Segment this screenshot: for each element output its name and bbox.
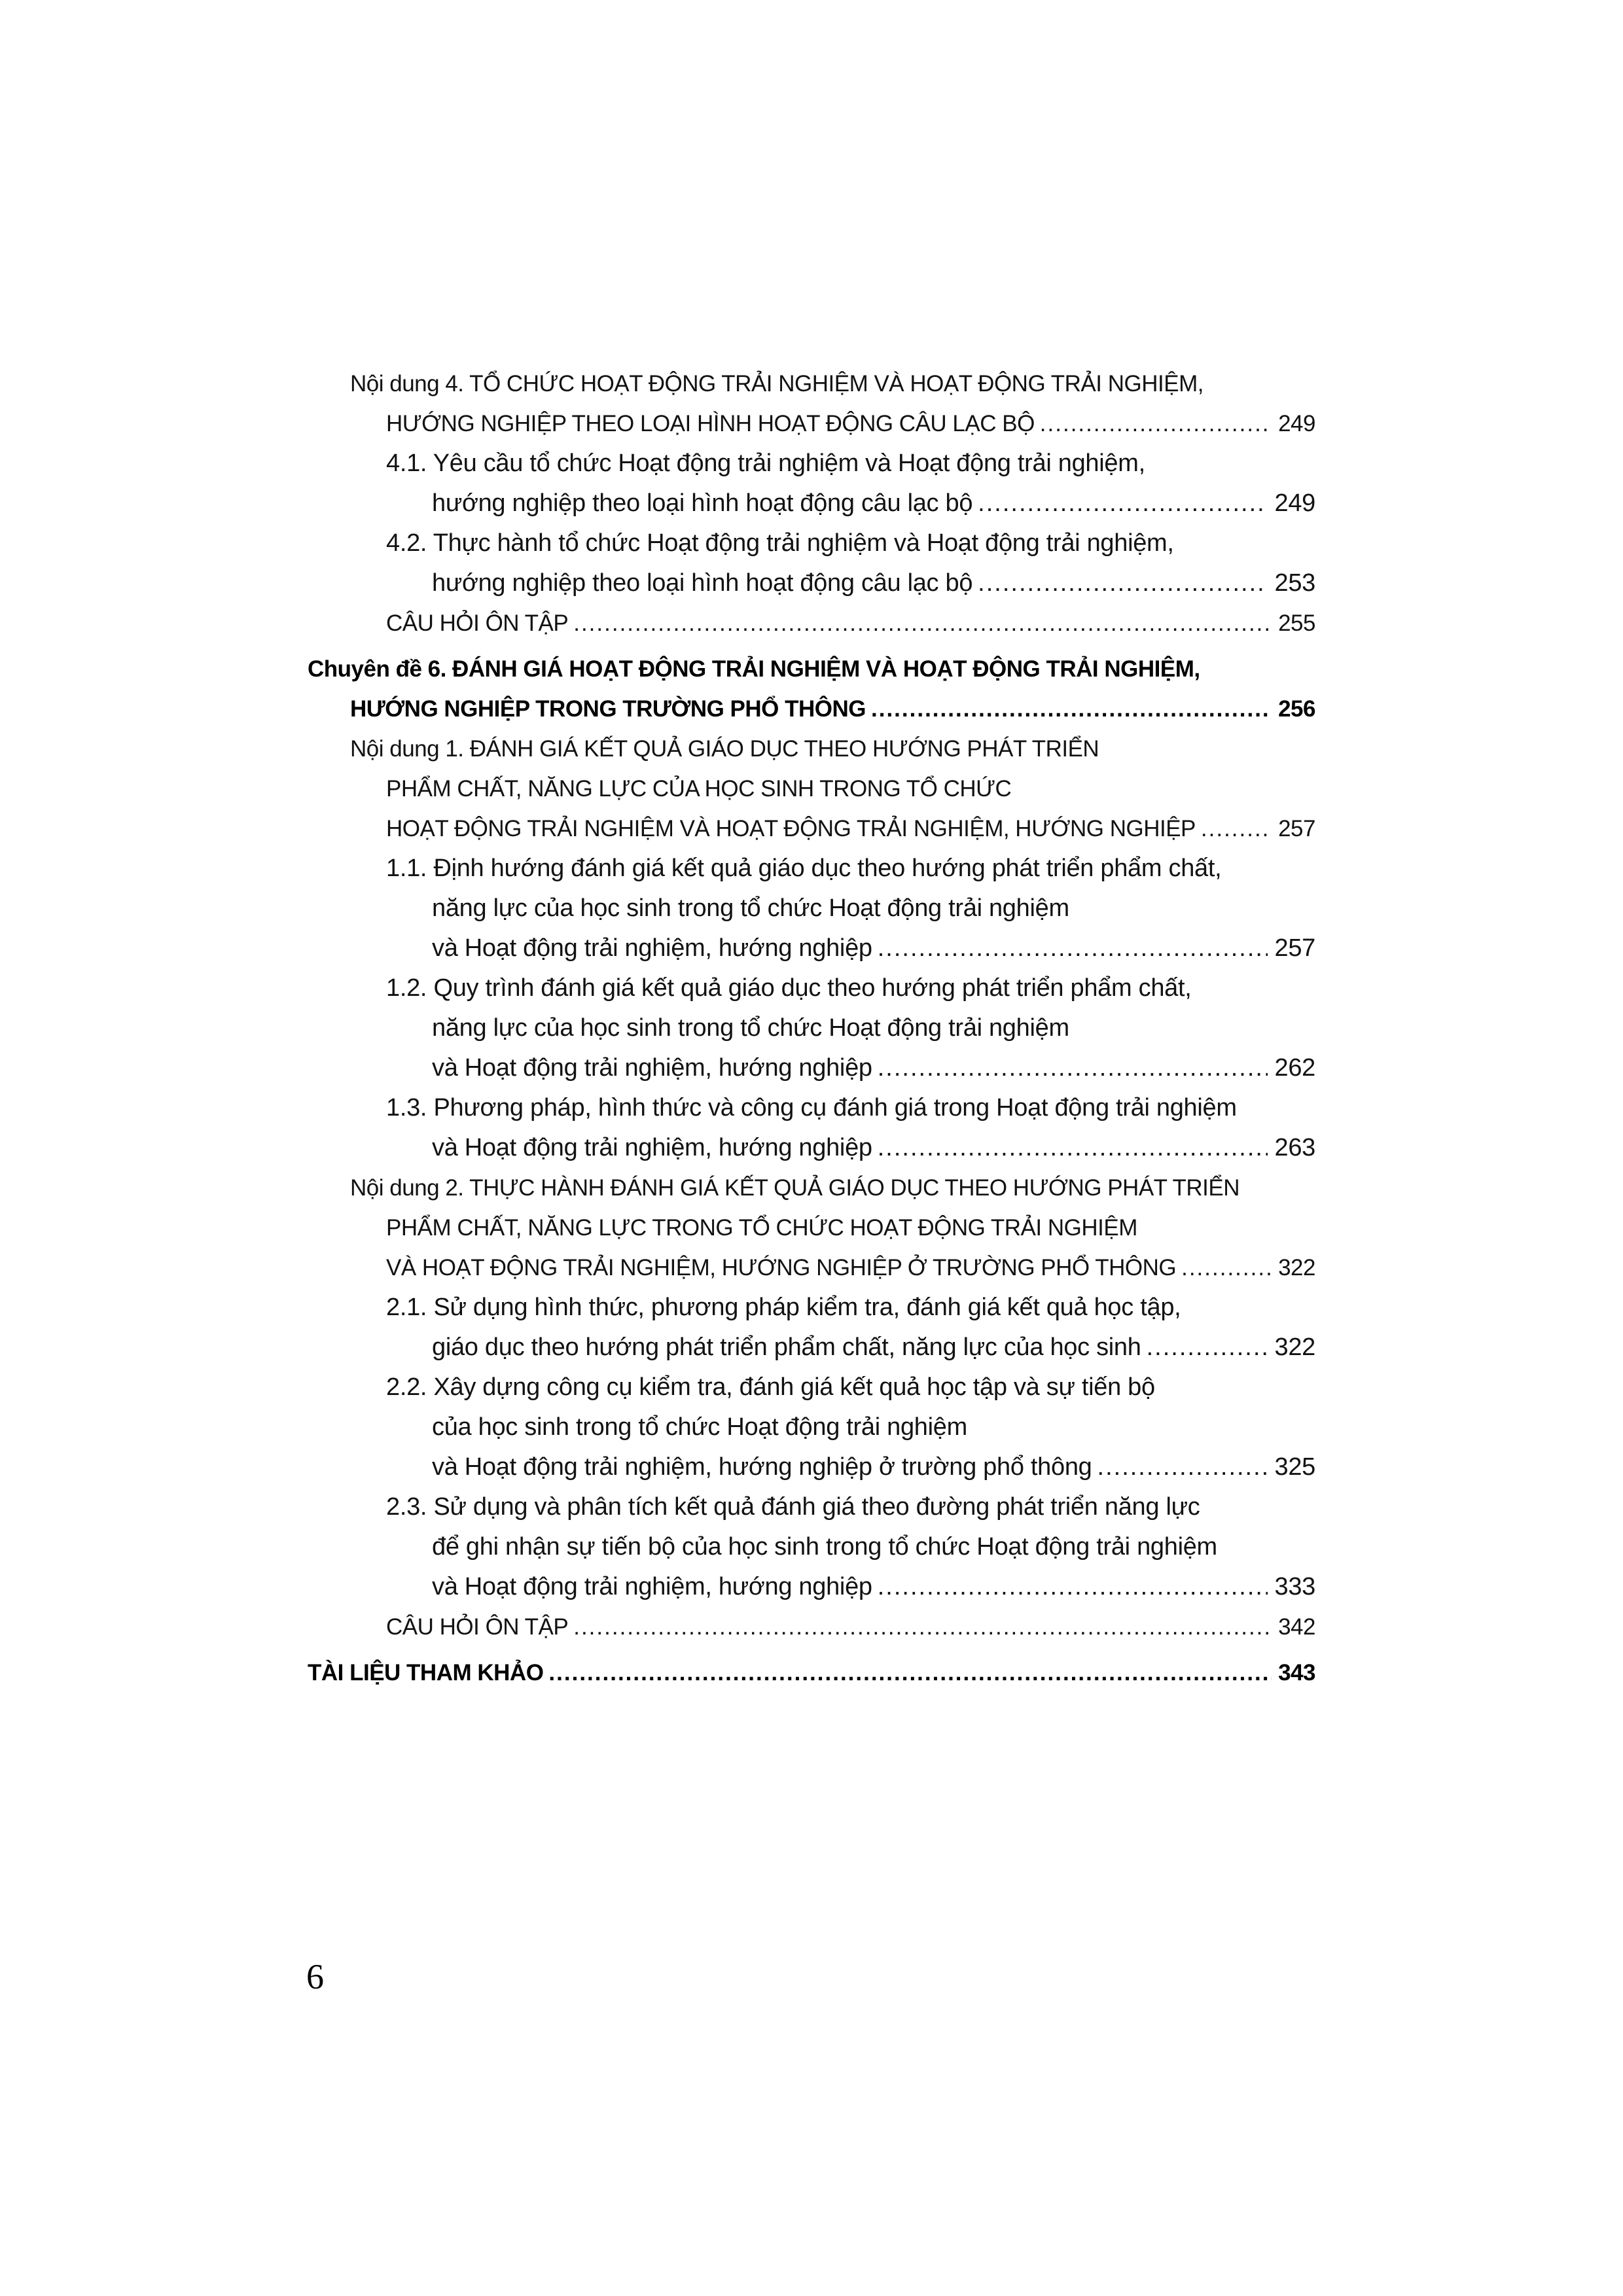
toc-entry-text: HOẠT ĐỘNG TRẢI NGHIỆM VÀ HOẠT ĐỘNG TRẢI NGHIỆM, HƯỚNG NGHIỆP bbox=[386, 816, 1196, 841]
page-ref: 333 bbox=[1274, 1573, 1315, 1600]
dot-leader bbox=[1147, 1328, 1268, 1368]
page-ref: 249 bbox=[1274, 489, 1315, 517]
toc-entry-text: PHẨM CHẤT, NĂNG LỰC CỦA HỌC SINH TRONG TỔ CHỨC bbox=[386, 776, 1012, 802]
toc-entry-text: 4.1. Yêu cầu tổ chức Hoạt động trải nghiệm và Hoạt động trải nghiệm, bbox=[386, 450, 1145, 477]
page-ref: 249 bbox=[1278, 411, 1315, 436]
toc-entry-text: và Hoạt động trải nghiệm, hướng nghiệp bbox=[432, 1054, 872, 1082]
toc-entry-text: VÀ HOẠT ĐỘNG TRẢI NGHIỆM, HƯỚNG NGHIỆP Ở TRƯỜNG PHỔ THÔNG bbox=[386, 1255, 1177, 1280]
toc-entry-text: Chuyên đề 6. ĐÁNH GIÁ HOẠT ĐỘNG TRẢI NGHIỆM VÀ HOẠT ĐỘNG TRẢI NGHIỆM, bbox=[308, 656, 1200, 682]
toc-entry bbox=[308, 1653, 1315, 1693]
toc-entry bbox=[308, 1208, 1315, 1248]
toc-entry-text: 1.1. Định hướng đánh giá kết quả giáo dục theo hướng phát triển phẩm chất, bbox=[386, 855, 1222, 882]
toc-entry-text: CÂU HỎI ÔN TẬP bbox=[386, 610, 569, 636]
page-ref: 322 bbox=[1274, 1333, 1315, 1361]
toc-entry bbox=[308, 1607, 1315, 1647]
toc-entry bbox=[308, 444, 1315, 484]
toc-entry-text: 1.2. Quy trình đánh giá kết quả giáo dục theo hướng phát triển phẩm chất, bbox=[386, 974, 1192, 1002]
toc-entry-text: HƯỚNG NGHIỆP TRONG TRƯỜNG PHỔ THÔNG bbox=[350, 696, 866, 722]
dot-leader bbox=[978, 563, 1268, 603]
dot-leader bbox=[871, 689, 1272, 729]
toc-entry-text: hướng nghiệp theo loại hình hoạt động câu lạc bộ bbox=[432, 569, 973, 597]
toc-entry bbox=[308, 1128, 1315, 1168]
toc-entry bbox=[308, 1288, 1315, 1328]
page-ref: 255 bbox=[1278, 610, 1315, 636]
toc-entry bbox=[308, 1567, 1315, 1607]
toc-entry-text: PHẨM CHẤT, NĂNG LỰC TRONG TỔ CHỨC HOẠT ĐỘNG TRẢI NGHIỆM bbox=[386, 1215, 1137, 1241]
page-number-footer: 6 bbox=[306, 1957, 324, 1996]
page-ref: 263 bbox=[1274, 1134, 1315, 1161]
toc-entry bbox=[308, 1487, 1315, 1527]
toc-entry bbox=[308, 563, 1315, 603]
toc-entry-text: và Hoạt động trải nghiệm, hướng nghiệp bbox=[432, 934, 872, 962]
dot-leader bbox=[573, 1607, 1272, 1647]
dot-leader bbox=[548, 1653, 1272, 1693]
toc-entry-text: Nội dung 4. TỔ CHỨC HOẠT ĐỘNG TRẢI NGHIỆM VÀ HOẠT ĐỘNG TRẢI NGHIỆM, bbox=[350, 371, 1204, 397]
page-ref: 256 bbox=[1278, 696, 1315, 722]
toc-entry bbox=[308, 769, 1315, 809]
toc-entry bbox=[308, 523, 1315, 563]
toc-entry bbox=[308, 889, 1315, 928]
toc-entry-text: Nội dung 2. THỰC HÀNH ĐÁNH GIÁ KẾT QUẢ GIÁO DỤC THEO HƯỚNG PHÁT TRIỂN bbox=[350, 1175, 1240, 1201]
toc-entry bbox=[308, 968, 1315, 1008]
toc-entry bbox=[308, 928, 1315, 968]
toc-entry-text: 1.3. Phương pháp, hình thức và công cụ đánh giá trong Hoạt động trải nghiệm bbox=[386, 1094, 1237, 1122]
toc-entry-text: năng lực của học sinh trong tổ chức Hoạt động trải nghiệm bbox=[432, 894, 1069, 922]
page-ref: 342 bbox=[1278, 1614, 1315, 1640]
toc-entry bbox=[308, 1368, 1315, 1407]
toc-entry bbox=[308, 1407, 1315, 1447]
page-ref: 253 bbox=[1274, 569, 1315, 597]
toc-entry bbox=[308, 1248, 1315, 1288]
dot-leader bbox=[1040, 404, 1272, 444]
toc-entry-text: CÂU HỎI ÔN TẬP bbox=[386, 1614, 569, 1640]
toc-entry bbox=[308, 603, 1315, 643]
table-of-contents bbox=[308, 364, 1315, 1693]
toc-entry-text: 2.2. Xây dựng công cụ kiểm tra, đánh giá kết quả học tập và sự tiến bộ bbox=[386, 1373, 1155, 1401]
toc-entry-text: Nội dung 1. ĐÁNH GIÁ KẾT QUẢ GIÁO DỤC THEO HƯỚNG PHÁT TRIỂN bbox=[350, 736, 1099, 762]
toc-entry-text: và Hoạt động trải nghiệm, hướng nghiệp bbox=[432, 1573, 872, 1600]
dot-leader bbox=[1201, 809, 1272, 849]
toc-entry-text: 2.1. Sử dụng hình thức, phương pháp kiểm tra, đánh giá kết quả học tập, bbox=[386, 1294, 1181, 1321]
dot-leader bbox=[1097, 1447, 1268, 1487]
toc-entry bbox=[308, 1527, 1315, 1567]
page-ref: 257 bbox=[1274, 934, 1315, 962]
dot-leader bbox=[878, 1128, 1268, 1168]
toc-entry bbox=[308, 1168, 1315, 1208]
toc-entry bbox=[308, 809, 1315, 849]
page-ref: 343 bbox=[1278, 1660, 1315, 1686]
toc-entry-text: giáo dục theo hướng phát triển phẩm chất, năng lực của học sinh bbox=[432, 1333, 1141, 1361]
toc-entry-text: và Hoạt động trải nghiệm, hướng nghiệp bbox=[432, 1134, 872, 1161]
dot-leader bbox=[878, 928, 1268, 968]
toc-entry bbox=[308, 1328, 1315, 1368]
page-ref: 262 bbox=[1274, 1054, 1315, 1082]
page-ref: 322 bbox=[1278, 1255, 1315, 1280]
toc-entry bbox=[308, 689, 1315, 729]
toc-entry bbox=[308, 729, 1315, 769]
toc-entry-text: và Hoạt động trải nghiệm, hướng nghiệp ở trường phổ thông bbox=[432, 1453, 1092, 1481]
toc-entry bbox=[308, 1008, 1315, 1048]
toc-entry bbox=[308, 1048, 1315, 1088]
dot-leader bbox=[573, 603, 1272, 643]
toc-entry-text: của học sinh trong tổ chức Hoạt động trải nghiệm bbox=[432, 1413, 967, 1441]
toc-entry bbox=[308, 484, 1315, 523]
dot-leader bbox=[978, 484, 1268, 523]
toc-entry bbox=[308, 1088, 1315, 1128]
dot-leader bbox=[1181, 1248, 1272, 1288]
page-ref: 325 bbox=[1274, 1453, 1315, 1481]
dot-leader bbox=[878, 1048, 1268, 1088]
toc-entry-text: HƯỚNG NGHIỆP THEO LOẠI HÌNH HOẠT ĐỘNG CÂU LẠC BỘ bbox=[386, 411, 1035, 436]
toc-entry-text: để ghi nhận sự tiến bộ của học sinh trong tổ chức Hoạt động trải nghiệm bbox=[432, 1533, 1217, 1561]
page-ref: 257 bbox=[1278, 816, 1315, 841]
toc-entry bbox=[308, 849, 1315, 889]
toc-entry-text: 4.2. Thực hành tổ chức Hoạt động trải nghiệm và Hoạt động trải nghiệm, bbox=[386, 529, 1174, 557]
dot-leader bbox=[878, 1567, 1268, 1607]
toc-entry bbox=[308, 364, 1315, 404]
toc-entry bbox=[308, 404, 1315, 444]
toc-entry-text: TÀI LIỆU THAM KHẢO bbox=[308, 1660, 544, 1686]
toc-entry bbox=[308, 1447, 1315, 1487]
toc-entry-text: hướng nghiệp theo loại hình hoạt động câu lạc bộ bbox=[432, 489, 973, 517]
toc-entry-text: năng lực của học sinh trong tổ chức Hoạt động trải nghiệm bbox=[432, 1014, 1069, 1042]
toc-entry bbox=[308, 649, 1315, 689]
toc-entry-text: 2.3. Sử dụng và phân tích kết quả đánh giá theo đường phát triển năng lực bbox=[386, 1493, 1200, 1521]
